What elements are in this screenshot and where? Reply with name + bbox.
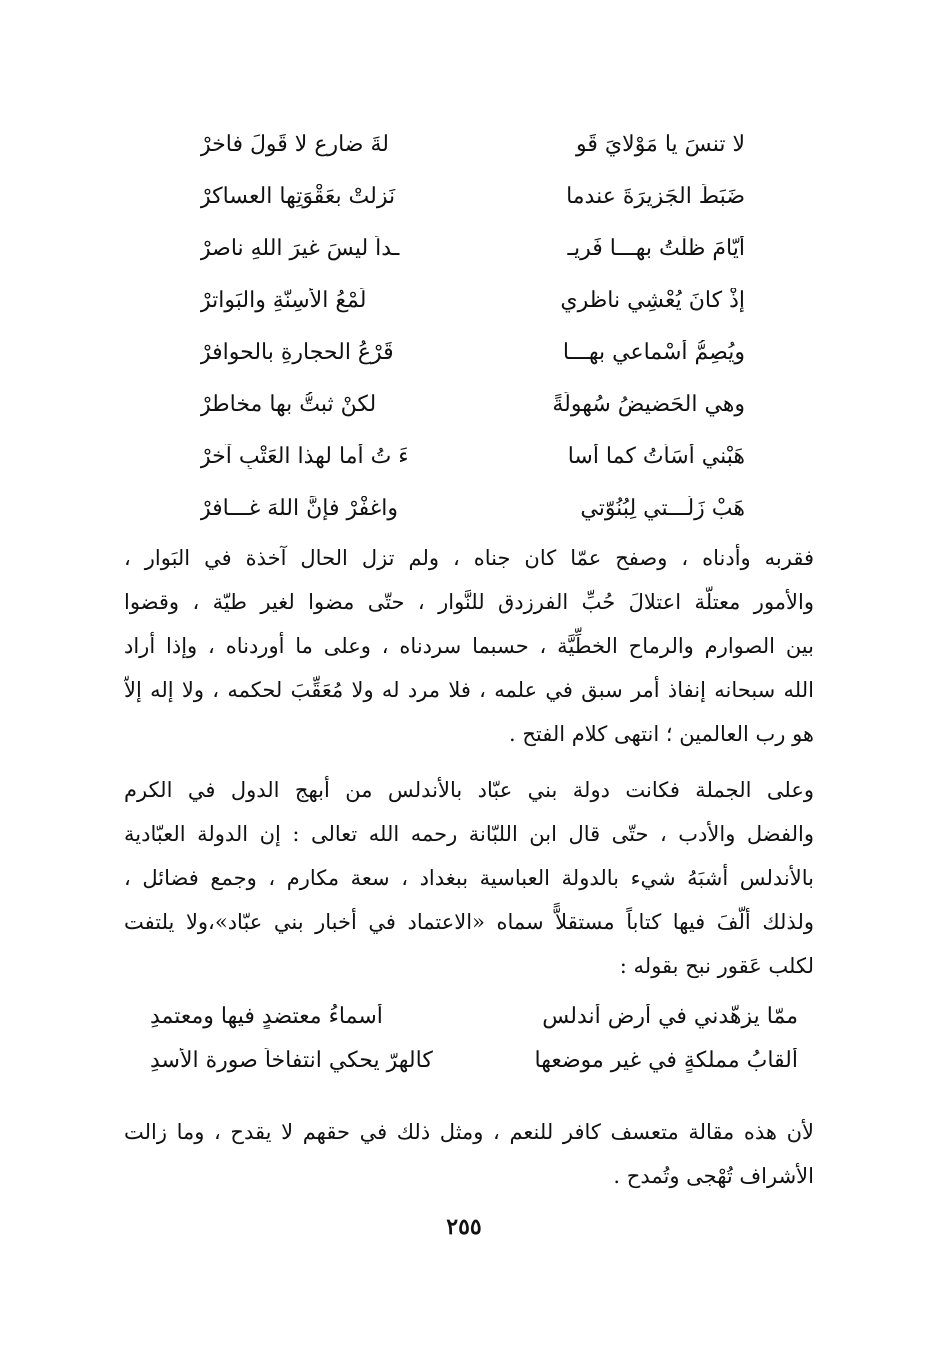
hemistich-left: كالهرّ يحكي انتفاخاً صورة الأسدِ (150, 1047, 433, 1073)
hemistich-left: لكنْ ثبتُّ بها مخاطرْ (200, 391, 377, 417)
verse (200, 326, 745, 378)
verse (150, 994, 798, 1038)
hemistich-right: ألقابُ مملكةٍ في غير موضعها (534, 1047, 798, 1073)
verse (200, 430, 745, 482)
verse (200, 170, 745, 222)
verse (200, 274, 745, 326)
hemistich-right: وهي الحَضيضُ سُهولَةً (552, 391, 745, 417)
hemistich-left: واغفْرْ فإنَّ اللهَ غـــافرْ (200, 495, 398, 521)
hemistich-left: نَزلتْ بعَقْوَتِها العساكرْ (200, 183, 396, 209)
verse (200, 222, 745, 274)
page-number: ٢٥٥ (446, 1214, 482, 1240)
verse (200, 378, 745, 430)
hemistich-left: لَمْعُ الأسِنّةِ والبَواترْ (200, 287, 367, 313)
hemistich-left: قَرْعُ الحجارةِ بالحوافرْ (200, 339, 394, 365)
text-line: بالأندلس أشبَهُ شيء بالدولة العباسية ببغداد ، سعة مكارم ، وجمع فضائل ، (124, 866, 814, 890)
verse (200, 482, 745, 534)
hemistich-left: ءَ تُ أما لهذا العَتْبِ آخرْ (200, 443, 409, 469)
text-line: هو رب العالمين ؛ انتهى كلام الفتح . (508, 722, 814, 746)
hemistich-right: ويُصِمُّ أسْماعي بهـــا (562, 339, 745, 365)
hemistich-right: لا تنسَ يا مَوْلايَ قَو (576, 131, 745, 157)
text-line: فقربه وأدناه ، وصفح عمّا كان جناه ، ولم تزل الحال آخذة في البَوار ، (124, 546, 814, 570)
poem-block-1 (200, 118, 745, 534)
hemistich-left: أسماءُ معتضدٍ فيها ومعتمدِ (150, 1003, 383, 1029)
text-line: بين الصوارم والرماح الخطِّيَّة ، حسبما سردناه ، وعلى ما أوردناه ، وإذا أراد (124, 634, 814, 658)
hemistich-right: ضَبَطَ الجَزيرَةَ عندما (566, 183, 745, 209)
verse (150, 1038, 798, 1082)
hemistich-right: هَبْني أسَأْتُ كما أسا (567, 443, 745, 469)
text-line: الأشراف تُهْجى وتُمدح . (613, 1164, 814, 1188)
paragraph-2 (124, 768, 814, 988)
verse (200, 118, 745, 170)
hemistich-right: ممّا يزهّدني في أرضِ أندلسٍ (542, 1003, 798, 1029)
text-line: والفضل والأدب ، حتّى قال ابن اللبّانة رحمه الله تعالى : إن الدولة العبّادية (124, 822, 814, 846)
paragraph-1 (124, 536, 814, 756)
hemistich-left: ـداً ليسَ غيرَ اللهِ ناصرْ (200, 235, 400, 261)
text-line: الله سبحانه إنفاذ أمر سبق في علمه ، فلا مرد له ولا مُعَقِّبَ لحكمه ، ولا إله إلاّ (124, 678, 814, 702)
text-line: وعلى الجملة فكانت دولة بني عبّاد بالأندلس من أبهج الدول في الكرم (124, 778, 814, 802)
hemistich-left: لةَ ضارعٍ لا قَولَ فاخرْ (200, 131, 389, 157)
text-line: والأمور معتلّة اعتلالَ حُبِّ الفرزدق للنَّوار ، حتّى مضوا لغير طيّة ، وقضوا (124, 590, 814, 614)
paragraph-3 (124, 1110, 814, 1198)
hemistich-right: إذْ كانَ يُعْشِي ناظري (560, 287, 745, 313)
text-line: لأن هذه مقالة متعسف كافر للنعم ، ومثل ذلك في حقهم لا يقدح ، وما زالت (124, 1120, 814, 1144)
text-line: لكلب عَقور نبح بقوله : (619, 954, 814, 978)
hemistich-right: أيّامَ ظلْتُ بهـــا فَرِيـ (567, 235, 745, 261)
text-line: ولذلك ألّفَ فيها كتاباً مستقلاًّ سماه «الاعتماد في أخبار بني عبّاد»،ولا يلتفت (124, 910, 814, 934)
poem-block-2 (150, 994, 798, 1082)
hemistich-right: هَبْ زَلّـــتي لِبُنُوّتي (580, 495, 745, 521)
